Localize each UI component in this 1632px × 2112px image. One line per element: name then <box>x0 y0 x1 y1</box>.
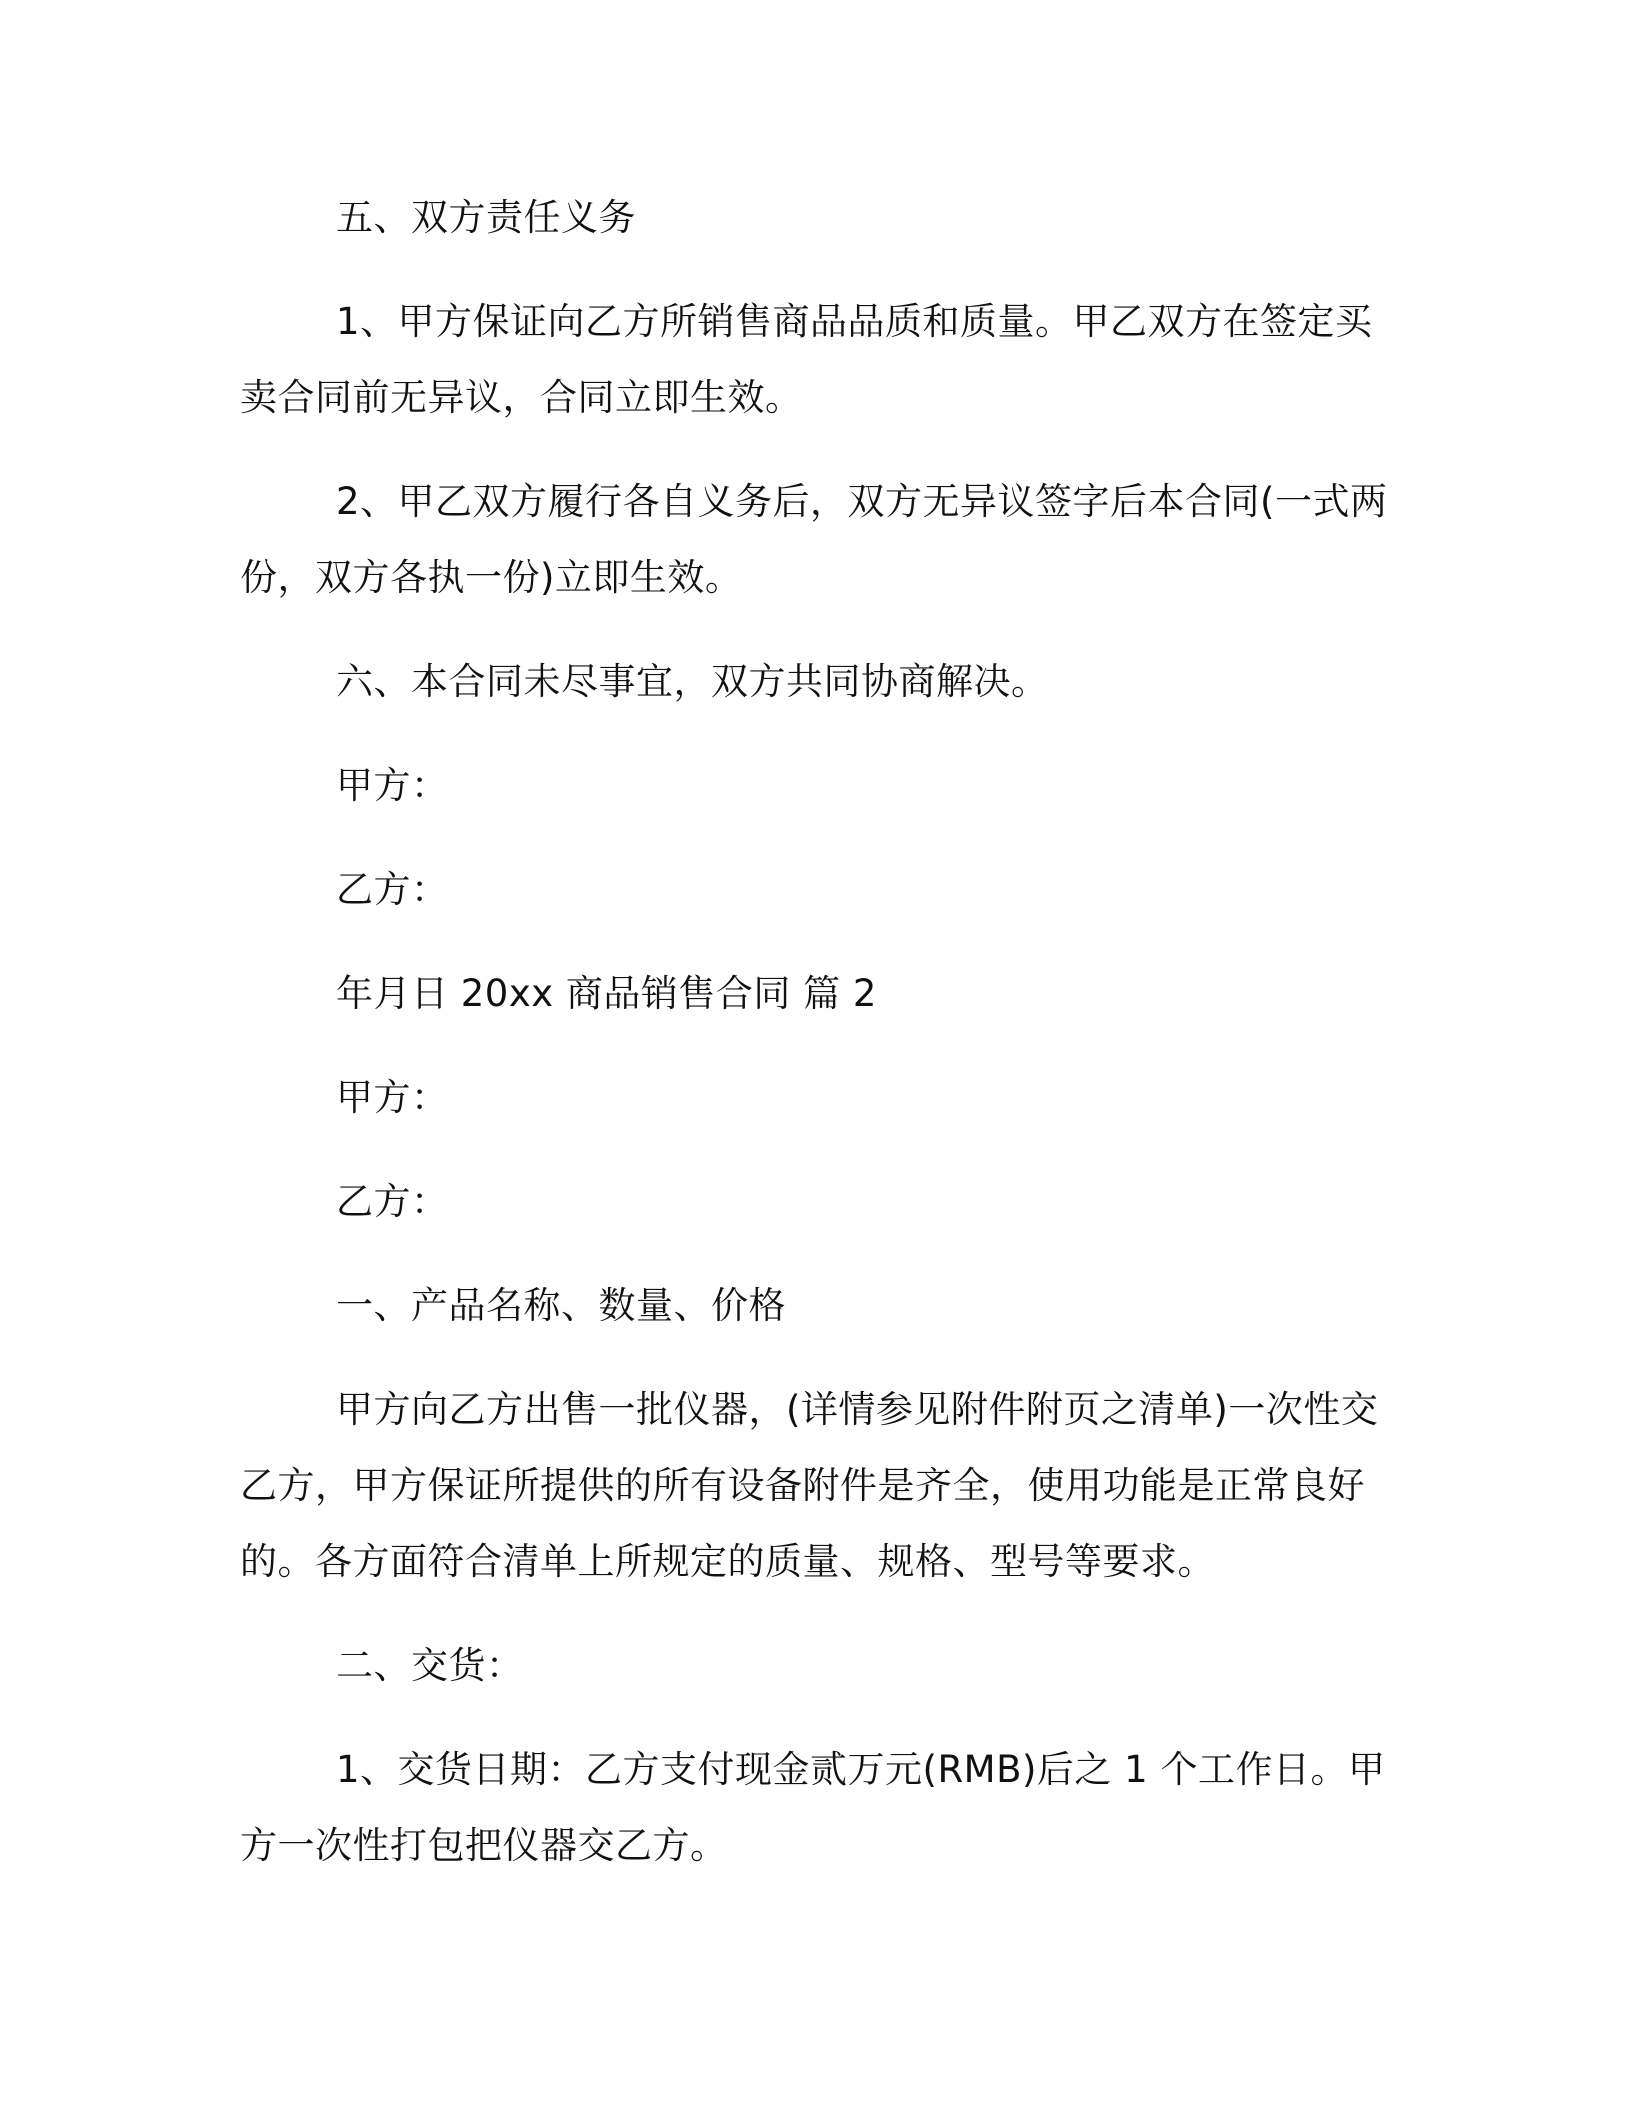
paragraph-line: 1、交货日期：乙方支付现金贰万元(RMB)后之 1 个工作日。甲 <box>336 1748 1386 1791</box>
section-5-heading: 五、双方责任义务 <box>336 196 636 239</box>
paragraph-line: 2、甲乙双方履行各自义务后，双方无异议签字后本合同(一式两 <box>336 480 1388 523</box>
paragraph-line: 1、甲方保证向乙方所销售商品品质和质量。甲乙双方在签定买 <box>336 300 1373 343</box>
paragraph-line: 卖合同前无异议，合同立即生效。 <box>240 376 803 419</box>
paragraph-line: 方一次性打包把仪器交乙方。 <box>240 1824 728 1867</box>
paragraph-line: 的。各方面符合清单上所规定的质量、规格、型号等要求。 <box>240 1540 1215 1583</box>
party-a-label: 甲方： <box>336 764 449 807</box>
party-a-label: 甲方： <box>336 1076 449 1119</box>
paragraph-line: 乙方，甲方保证所提供的所有设备附件是齐全，使用功能是正常良好 <box>240 1464 1365 1507</box>
contract-title: 年月日 20xx 商品销售合同 篇 2 <box>336 972 877 1015</box>
section-1-heading: 一、产品名称、数量、价格 <box>336 1284 786 1327</box>
party-b-label: 乙方： <box>336 1180 449 1223</box>
section-2-heading: 二、交货： <box>336 1644 524 1687</box>
paragraph-line: 份，双方各执一份)立即生效。 <box>240 556 743 599</box>
paragraph-line: 甲方向乙方出售一批仪器，(详情参见附件附页之清单)一次性交 <box>336 1388 1379 1431</box>
section-6-line: 六、本合同未尽事宜，双方共同协商解决。 <box>336 660 1049 703</box>
party-b-label: 乙方： <box>336 868 449 911</box>
